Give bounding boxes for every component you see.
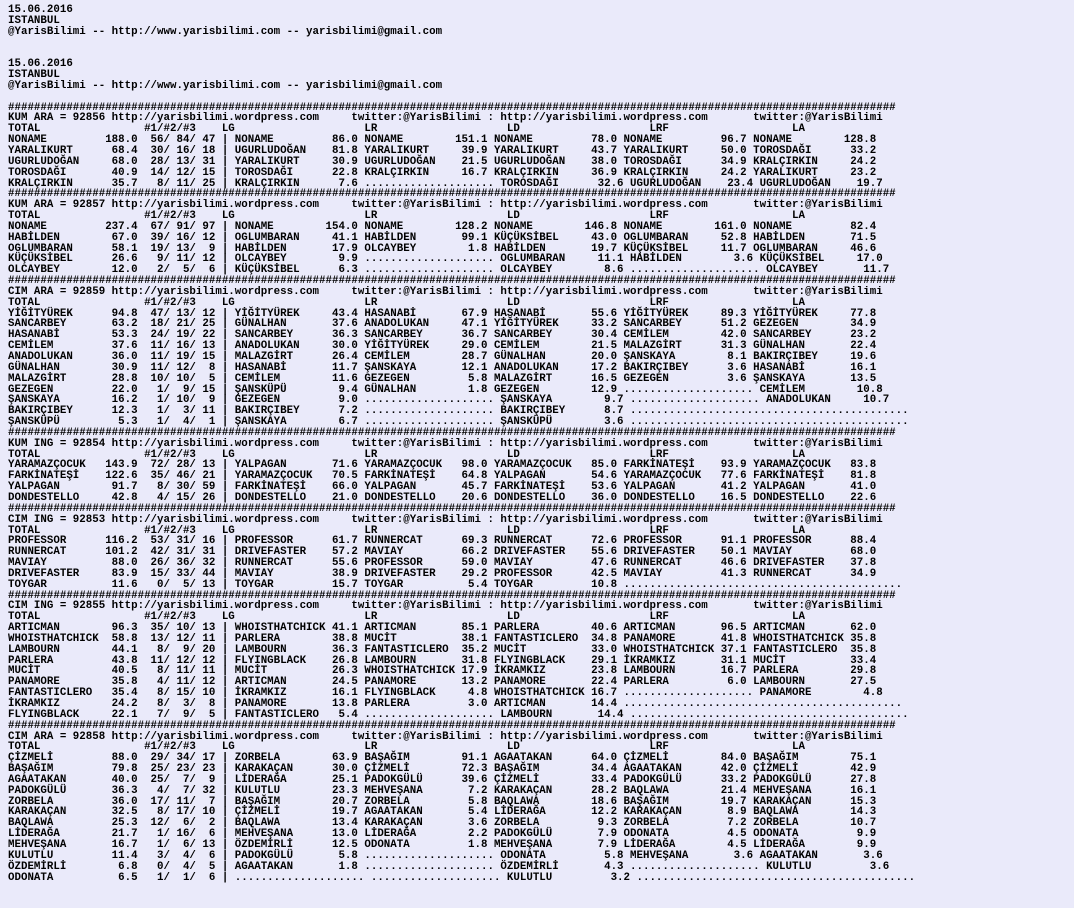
report-line: BAKIRÇIBEY 12.3 1/ 3/ 11 | BAKIRÇIBEY 7.2 .................... BAKIRÇIBEY 8.7 ........................................... xyxy=(8,405,909,418)
report-line: MEHVEŞANA 16.7 1/ 6/ 13 | ÖZDEMİRLİ 12.5 ODONATA 1.8 MEHVEŞANA 7.9 LİDERAĞA 4.5 LİDERAĞA 9.9 xyxy=(8,838,877,851)
report-line: AGAATAKAN 40.0 25/ 7/ 9 | LİDERAĞA 25.1 PADOKGÜLÜ 39.6 ÇİZMELİ 33.4 PADOKGÜLÜ 33.2 PADOKGÜLÜ 27.8 xyxy=(8,773,877,786)
report-line: ZORBELA 36.0 17/ 11/ 7 | BAŞAĞIM 20.7 ZORBELA 5.8 BAQLAWA 18.6 BAŞAĞIM 19.7 KARAKAÇAN 15.3 xyxy=(8,795,877,808)
report-line: PANAMORE 35.8 4/ 11/ 12 | ARTICMAN 24.5 PANAMORE 13.2 PANAMORE 22.4 PARLERA 6.0 LAMBOURN 27.5 xyxy=(8,676,877,689)
report-line: ŞANSKÜPÜ 5.3 1/ 4/ 1 | ŞANSKAYA 6.7 .................... ŞANSKÜPÜ 3.6 ........................................... xyxy=(8,416,909,429)
report-line: GÜNALHAN 30.9 11/ 12/ 8 | HASANABİ 11.7 ŞANSKAYA 12.1 ANADOLUKAN 17.2 BAKIRÇIBEY 3.6 HASANABİ 16.1 xyxy=(8,361,877,374)
report-line: OLCAYBEY 12.0 2/ 5/ 6 | KÜÇÜKSİBEL 6.3 .................... OLCAYBEY 8.6 .................... OLCAYBEY 11.7 xyxy=(8,264,890,277)
report-line: ÇİZMELİ 88.0 29/ 34/ 17 | ZORBELA 63.9 BAŞAĞIM 91.1 AGAATAKAN 64.0 ÇİZMELİ 84.0 BAŞAĞIM 75.1 xyxy=(8,752,877,765)
report-line: UGURLUDOĞAN 68.0 28/ 13/ 31 | YARALIKURT 30.9 UGURLUDOĞAN 21.5 UGURLUDOĞAN 38.0 TOROSDAĞI 34.9 KRALÇIRKIN 24.2 xyxy=(8,155,877,168)
report-line: LİDERAĞA 21.7 1/ 16/ 6 | MEHVEŞANA 13.0 LİDERAĞA 2.2 PADOKGÜLÜ 7.9 ODONATA 4.5 ODONATA 9.9 xyxy=(8,828,877,841)
report-line: BAQLAWA 25.3 12/ 6/ 2 | BAQLAWA 13.4 KARAKAÇAN 3.6 ZORBELA 9.3 ZORBELA 7.2 ZORBELA 10.7 xyxy=(8,817,877,830)
report-line: FARKİNATEŞİ 122.6 35/ 46/ 21 | YARAMAZÇOCUK 70.5 FARKİNATEŞİ 64.8 YALPAGAN 54.6 YARAMAZÇOCUK 77.6 FARKİNATEŞİ 81.8 xyxy=(8,470,877,483)
report-line: KULUTLU 11.4 3/ 4/ 6 | PADOKGÜLÜ 5.8 .................... ODONATA 5.8 MEHVEŞANA 3.6 AGAATAKAN 3.6 xyxy=(8,849,883,862)
report-line: LAMBOURN 44.1 8/ 9/ 20 | LAMBOURN 36.3 FANTASTICLERO 35.2 MUCİT 33.0 WHOISTHATCHICK 37.1 FANTASTICLERO 35.8 xyxy=(8,643,877,656)
report-line: TOYGAR 11.6 0/ 5/ 13 | TOYGAR 15.7 TOYGAR 5.4 TOYGAR 10.8 ........................................... xyxy=(8,578,903,591)
report-line: KUM ARA = 92856 http://yarisbilimi.wordpress.com twitter:@YarisBilimi : http://yarisbilimi.wordpress.com twitter:@YarisBilimi xyxy=(8,112,883,125)
report-line: NONAME 188.0 56/ 84/ 47 | NONAME 86.0 NONAME 151.1 NONAME 78.0 NONAME 96.7 NONAME 128.8 xyxy=(8,134,877,147)
report-line: HASANABİ 53.3 24/ 19/ 22 | SANCARBEY 36.3 SANCARBEY 36.7 SANCARBEY 30.4 CEMİLEM 42.0 SANCARBEY 23.2 xyxy=(8,329,877,342)
report-line: CIM ARA = 92859 http://yarisbilimi.wordpress.com twitter:@YarisBilimi : http://yarisbilimi.wordpress.com twitter:@YarisBilimi xyxy=(8,285,883,298)
report-line: YARAMAZÇOCUK 143.9 72/ 28/ 13 | YALPAGAN 71.6 YARAMAZÇOCUK 98.0 YARAMAZÇOCUK 85.0 FARKİNATEŞİ 93.9 YARAMAZÇOCUK 83.8 xyxy=(8,459,877,472)
report-line: YALPAGAN 91.7 8/ 30/ 59 | FARKİNATEŞİ 66.0 YALPAGAN 45.7 FARKİNATEŞİ 53.6 YALPAGAN 41.2 YALPAGAN 41.0 xyxy=(8,481,877,494)
report-line: KRALÇIRKIN 35.7 8/ 11/ 25 | KRALÇIRKIN 7.6 .................... TOROSDAĞI 32.6 UGURLUDOĞAN 23.4 UGURLUDOĞAN 19.7 xyxy=(8,177,883,190)
report-line: MALAZGİRT 28.8 10/ 10/ 5 | CEMİLEM 11.6 GEZEGEN 5.8 MALAZGİRT 16.5 GEZEGEN 3.6 ŞANSKAYA 13.5 xyxy=(8,372,877,385)
report-line: TOTAL #1/#2/#3 LG LR LD LRF LA xyxy=(8,448,805,461)
report-line: 15.06.2016 xyxy=(8,58,73,71)
report-line: PADOKGÜLÜ 36.3 4/ 7/ 32 | KULUTLU 23.3 MEHVEŞANA 7.2 KARAKAÇAN 28.2 BAQLAWA 21.4 MEHVEŞANA 16.1 xyxy=(8,784,877,797)
report-line: ANADOLUKAN 36.0 11/ 19/ 15 | MALAZGİRT 26.4 CEMİLEM 28.7 GÜNALHAN 20.0 ŞANSKAYA 8.1 BAKIRÇIBEY 19.6 xyxy=(8,351,877,363)
report-line: PROFESSOR 116.2 53/ 31/ 16 | PROFESSOR 61.7 RUNNERCAT 69.3 RUNNERCAT 72.6 PROFESSOR 91.1 PROFESSOR 88.4 xyxy=(8,535,877,548)
report-line: TOROSDAĞI 40.9 14/ 12/ 15 | TOROSDAĞI 22.8 KRALÇIRKIN 16.7 KRALÇIRKIN 36.9 KRALÇIRKIN 24.2 YARALIKURT 23.2 xyxy=(8,166,877,179)
report-line: İKRAMKIZ 24.2 8/ 3/ 8 | PANAMORE 13.8 PARLERA 3.0 ARTICMAN 14.4 ........................................... xyxy=(8,698,903,710)
report-line: WHOISTHATCHICK 58.8 13/ 12/ 11 | PARLERA 38.8 MUCİT 38.1 FANTASTICLERO 34.8 PANAMORE 41.8 WHOISTHATCHICK 35.8 xyxy=(8,632,877,645)
report-line: 15.06.2016 xyxy=(8,4,73,16)
report-line: @YarisBilimi -- http://www.yarisbilimi.com -- yarisbilimi@gmail.com xyxy=(8,79,443,92)
report-line: ÖZDEMİRLİ 6.8 0/ 4/ 5 | AGAATAKAN 1.8 .................... ÖZDEMİRLİ 4.3 .................... KULUTLU 3.6 xyxy=(8,860,890,873)
report-line: FANTASTICLERO 35.4 8/ 15/ 10 | İKRAMKIZ 16.1 FLYINGBLACK 4.8 WHOISTHATCHICK 16.7 .................... PANAMORE 4.8 xyxy=(8,687,883,700)
report-line: OGLUMBARAN 58.1 19/ 13/ 9 | HABİLDEN 17.9 OLCAYBEY 1.8 HABİLDEN 19.7 KÜÇÜKSİBEL 11.7 OGLUMBARAN 46.6 xyxy=(8,242,877,255)
report-line: PARLERA 43.8 11/ 12/ 12 | FLYINGBLACK 26.8 LAMBOURN 31.8 FLYINGBLACK 29.1 İKRAMKIZ 31.1 MUCİT 33.4 xyxy=(8,654,877,667)
report-line: ISTANBUL xyxy=(8,69,60,82)
report-line: GEZEGEN 22.0 1/ 9/ 15 | ŞANSKÜPÜ 9.4 GÜNALHAN 1.8 GEZEGEN 12.9 .................... CEMİLEM 10.8 xyxy=(8,383,883,396)
report-line: TOTAL #1/#2/#3 LG LR LD LRF LA xyxy=(8,210,805,223)
report-line: RUNNERCAT 101.2 42/ 31/ 31 | DRIVEFASTER 57.2 MAVIAY 66.2 DRIVEFASTER 55.6 DRIVEFASTER 50.1 MAVIAY 68.0 xyxy=(8,546,877,559)
report-line: CIM ARA = 92858 http://yarisbilimi.wordpress.com twitter:@YarisBilimi : http://yarisbilimi.wordpress.com twitter:@YarisBilimi xyxy=(8,730,883,743)
report-line: ARTICMAN 96.3 35/ 10/ 13 | WHOISTHATCHICK 41.1 ARTICMAN 85.1 PARLERA 40.6 ARTICMAN 96.5 ARTICMAN 62.0 xyxy=(8,622,877,635)
report-line: FLYINGBLACK 22.1 7/ 9/ 5 | FANTASTICLERO 5.4 .................... LAMBOURN 14.4 ........................................... xyxy=(8,708,909,721)
report-line: CIM ING = 92855 http://yarisbilimi.wordpress.com twitter:@YarisBilimi : http://yarisbilimi.wordpress.com twitter:@YarisBilimi xyxy=(8,600,883,613)
report-line: ######################################################################################################################################### xyxy=(8,275,896,288)
report-line: ŞANSKAYA 16.2 1/ 10/ 9 | GEZEGEN 9.0 .................... ŞANSKAYA 9.7 .................... ANADOLUKAN 10.7 xyxy=(8,394,890,407)
report-line: HABİLDEN 67.0 39/ 16/ 12 | OGLUMBARAN 41.1 HABİLDEN 99.1 KÜÇÜKSİBEL 43.0 OGLUMBARAN 52.8 HABİLDEN 71.5 xyxy=(8,231,877,244)
report-line: @YarisBilimi -- http://www.yarisbilimi.com -- yarisbilimi@gmail.com xyxy=(8,25,443,38)
report-line: KÜÇÜKSİBEL 26.6 9/ 11/ 12 | OLCAYBEY 9.9 .................... OGLUMBARAN 11.1 HABİLDEN 3.6 KÜÇÜKSİBEL 17.0 xyxy=(8,253,883,266)
report-line: ######################################################################################################################################### xyxy=(8,426,896,439)
report-line: ######################################################################################################################################### xyxy=(8,101,896,114)
report-line: CIM ING = 92853 http://yarisbilimi.wordpress.com twitter:@YarisBilimi : http://yarisbilimi.wordpress.com twitter:@YarisBilimi xyxy=(8,513,883,526)
report-line: SANCARBEY 63.2 18/ 21/ 25 | GÜNALHAN 37.6 ANADOLUKAN 47.1 YİĞİTYÜREK 33.2 SANCARBEY 51.2 GEZEGEN 34.9 xyxy=(8,318,877,331)
report-line: NONAME 237.4 67/ 91/ 97 | NONAME 154.0 NONAME 128.2 NONAME 146.8 NONAME 161.0 NONAME 82.4 xyxy=(8,220,877,233)
report-line: YİĞİTYÜREK 94.8 47/ 13/ 12 | YİĞİTYÜREK 43.4 HASANABİ 67.9 HASANABİ 55.6 YİĞİTYÜREK 89.3 YİĞİTYÜREK 77.8 xyxy=(8,307,877,320)
report-line: BAŞAĞIM 79.8 25/ 23/ 23 | KARAKAÇAN 30.0 ÇİZMELİ 72.3 BAŞAĞIM 34.4 AGAATAKAN 42.0 ÇİZMELİ 42.9 xyxy=(8,763,877,776)
report-line: ODONATA 6.5 1/ 1/ 6 | .................... .................... KULUTLU 3.2 ........................................... xyxy=(8,871,916,884)
report-line xyxy=(8,38,1074,49)
report-line: KUM ARA = 92857 http://yarisbilimi.wordpress.com twitter:@YarisBilimi : http://yarisbilimi.wordpress.com twitter:@YarisBilimi xyxy=(8,199,883,212)
report-line: ######################################################################################################################################### xyxy=(8,188,896,201)
report-line: DONDESTELLO 42.8 4/ 15/ 26 | DONDESTELLO 21.0 DONDESTELLO 20.6 DONDESTELLO 36.0 DONDESTELLO 16.5 DONDESTELLO 22.6 xyxy=(8,491,877,504)
report-line: TOTAL #1/#2/#3 LG LR LD LRF LA xyxy=(8,524,805,537)
report-line: CEMİLEM 37.6 11/ 16/ 13 | ANADOLUKAN 30.0 YİĞİTYÜREK 29.0 CEMİLEM 21.5 MALAZGİRT 31.3 GÜNALHAN 22.4 xyxy=(8,340,877,353)
report-line: KARAKAÇAN 32.5 8/ 17/ 10 | ÇİZMELİ 19.7 AGAATAKAN 5.4 LİDERAĞA 12.2 KARAKAÇAN 8.9 BAQLAWA 14.3 xyxy=(8,806,877,819)
report-line: TOTAL #1/#2/#3 LG LR LD LRF LA xyxy=(8,611,805,624)
report-line: ######################################################################################################################################### xyxy=(8,719,896,732)
report-line: ######################################################################################################################################### xyxy=(8,589,896,602)
report-line: MUCİT 40.5 8/ 11/ 11 | MUCİT 26.3 WHOISTHATCHICK 17.9 İKRAMKIZ 23.8 LAMBOURN 16.7 PARLERA 29.8 xyxy=(8,665,877,678)
report-line xyxy=(8,48,1074,59)
report-line: DRIVEFASTER 83.9 15/ 33/ 44 | MAVIAY 38.9 DRIVEFASTER 29.2 PROFESSOR 42.5 MAVIAY 41.3 RUNNERCAT 34.9 xyxy=(8,567,877,580)
report-line xyxy=(8,92,1074,103)
report-line: ######################################################################################################################################### xyxy=(8,502,896,515)
report-line: TOTAL #1/#2/#3 LG LR LD LRF LA xyxy=(8,741,805,754)
report-line: KUM ING = 92854 http://yarisbilimi.wordpress.com twitter:@YarisBilimi : http://yarisbilimi.wordpress.com twitter:@YarisBilimi xyxy=(8,437,883,450)
report-line: TOTAL #1/#2/#3 LG LR LD LRF LA xyxy=(8,123,805,136)
report-line: ISTANBUL xyxy=(8,14,60,27)
report-line: TOTAL #1/#2/#3 LG LR LD LRF LA xyxy=(8,296,805,309)
report-line: YARALIKURT 68.4 30/ 16/ 18 | UGURLUDOĞAN 81.8 YARALIKURT 39.9 YARALIKURT 43.7 YARALIKURT 50.0 TOROSDAĞI 33.2 xyxy=(8,144,877,157)
report-line: MAVIAY 88.0 26/ 36/ 32 | RUNNERCAT 55.6 PROFESSOR 59.0 MAVIAY 47.6 RUNNERCAT 46.6 DRIVEFASTER 37.8 xyxy=(8,557,877,570)
